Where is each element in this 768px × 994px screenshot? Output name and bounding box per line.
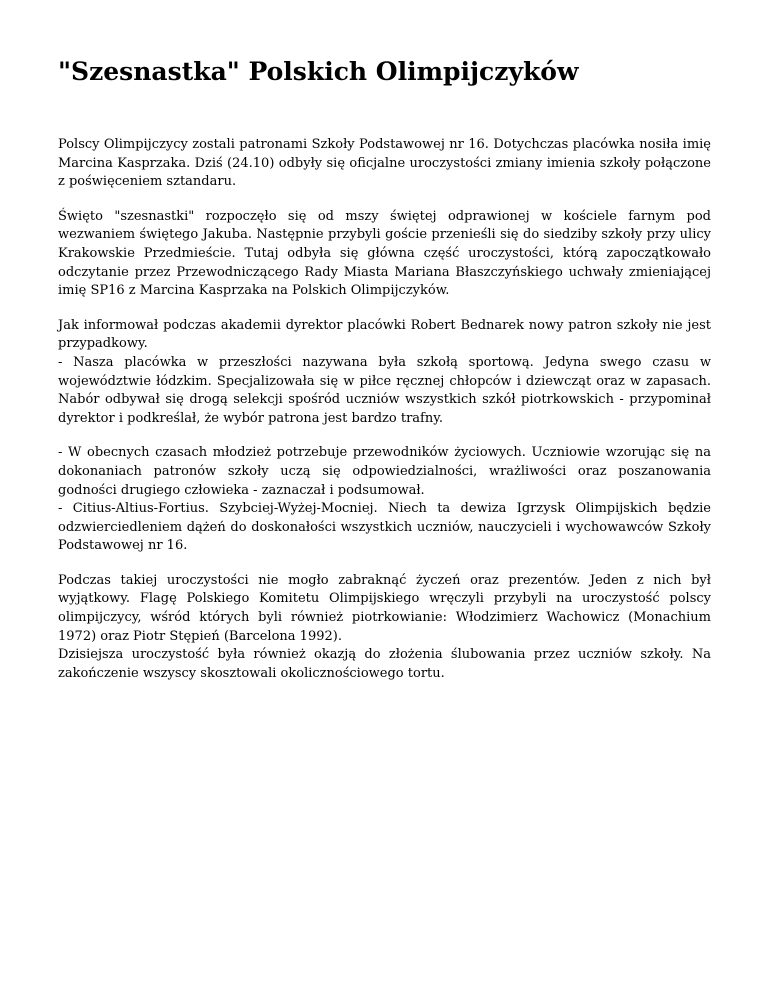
article-title: "Szesnastka" Polskich Olimpijczyków xyxy=(58,57,579,86)
paragraph-gifts-flag: Podczas takiej uroczystości nie mogło zabraknąć życzeń oraz prezentów. Jeden z nich był wyjątkowy. Flagę Polskiego Komitetu Olimpijskiego wręczyli przybyli na uroczystość polscy olimpijczycy, wśród których byli również piotrkowianie: Włodzimierz Wachowicz (Monachium 1972) oraz Piotr Stępień (Barcelona 1992). xyxy=(58,572,711,644)
paragraph-director-intro: Jak informował podczas akademii dyrektor placówki Robert Bednarek nowy patron szkoły nie jest przypadkowy. xyxy=(58,317,711,352)
paragraph-gifts xyxy=(58,572,711,684)
paragraph-motto xyxy=(58,444,711,556)
paragraph-director xyxy=(58,317,711,429)
paragraph-ceremony: Święto "szesnastki" rozpoczęło się od mszy świętej odprawionej w kościele farnym pod wezwaniem świętego Jakuba. Następnie przybyli goście przenieśli się do siedziby szkoły przy ulicy Krakowskie Przedmieście. Tutaj odbyła się główna część uroczystości, którą zapoczątkowało odczytanie przez Przewodniczącego Rady Miasta Mariana Błaszczyńskiego uchwały zmieniającej imię SP16 z Marcina Kasprzaka na Polskich Olimpijczyków. xyxy=(58,208,711,299)
paragraph-intro: Polscy Olimpijczycy zostali patronami Szkoły Podstawowej nr 16. Dotychczas placówka nosiła imię Marcina Kasprzaka. Dziś (24.10) odbyły się oficjalne uroczystości zmiany imienia szkoły połączone z poświęceniem sztandaru. xyxy=(58,137,711,190)
article-body xyxy=(58,136,711,699)
paragraph-director-quote: - Nasza placówka w przeszłości nazywana była szkołą sportową. Jedyna swego czasu w województwie łódzkim. Specjalizowała się w piłce ręcznej chłopców i dziewcząt oraz w zapasach. Nabór odbywał się drogą selekcji spośród uczniów wszystkich szkół piotrkowskich - przypominał dyrektor i podkreślał, że wybór patrona jest bardzo trafny. xyxy=(58,354,711,426)
paragraph-motto-quote: - W obecnych czasach młodzież potrzebuje przewodników życiowych. Uczniowie wzorując się na dokonaniach patronów szkoły uczą się odpowiedzialności, wrażliwości oraz poszanowania godności drugiego człowieka - zaznaczał i podsumował. xyxy=(58,445,711,498)
paragraph-motto-dewiza: - Citius-Altius-Fortius. Szybciej-Wyżej-Mocniej. Niech ta dewiza Igrzysk Olimpijskich będzie odzwierciedleniem dążeń do doskonałości wszystkich uczniów, nauczycieli i wychowawców Szkoły Podstawowej nr 16. xyxy=(58,501,711,554)
paragraph-gifts-closing: Dzisiejsza uroczystość była również okazją do złożenia ślubowania przez uczniów szkoły. Na zakończenie wszyscy skosztowali okolicznościowego tortu. xyxy=(58,647,711,681)
